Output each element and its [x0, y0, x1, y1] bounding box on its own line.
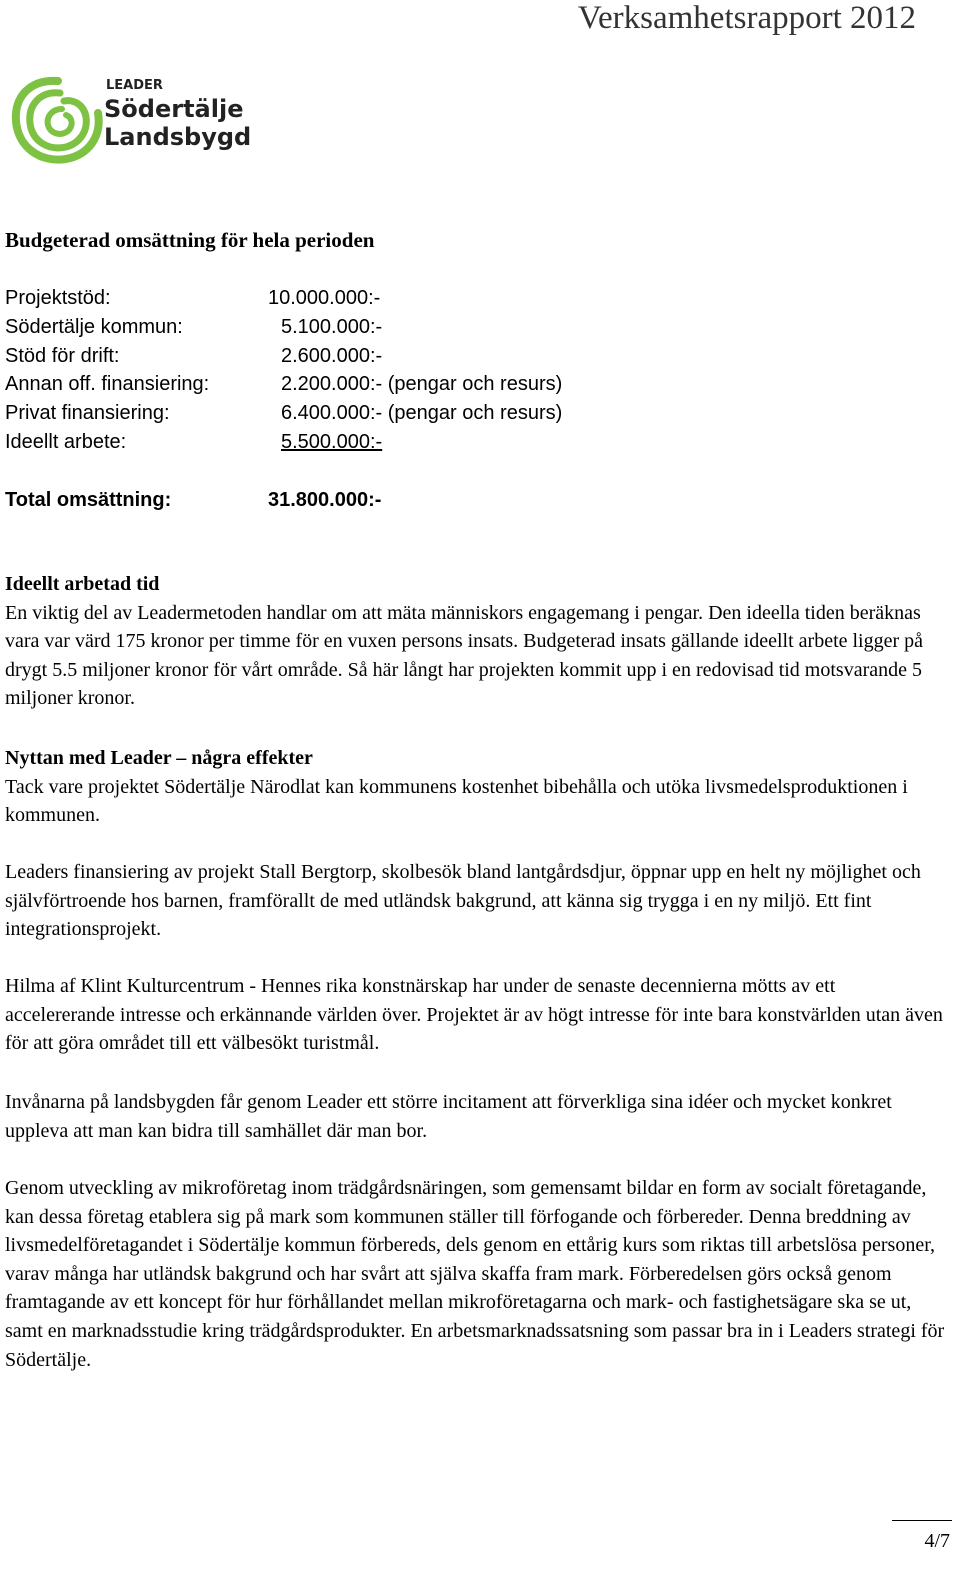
section-nyttan	[5, 744, 950, 830]
paragraph: Hilma af Klint Kulturcentrum - Hennes rika konstnärskap har under de senaste decennierna mötts av ett accelererande intresse och erkännande världen över. Projektet är av högt intresse för inte bara konstvärlden utan även för att göra området till ett välbesökt turistmål.	[5, 975, 943, 1055]
paragraph: Invånarna på landsbygden får genom Leader ett större incitament att förverkliga sina idéer och mycket konkret uppleva att man kan bidra till samhället där man bor.	[5, 1091, 892, 1142]
budget-value: 6.400.000:- (pengar och resurs)	[281, 402, 563, 424]
section-heading: Ideellt arbetad tid	[5, 573, 160, 595]
logo-landsbygd-label: Landsbygd	[104, 123, 252, 151]
budget-value: 5.100.000:-	[281, 316, 383, 338]
budget-label: Annan off. finansiering:	[5, 373, 210, 395]
footer-rule	[892, 1520, 952, 1521]
budget-label: Ideellt arbete:	[5, 431, 127, 453]
budget-value: 2.200.000:- (pengar och resurs)	[281, 373, 563, 395]
budget-value: 10.000.000:-	[268, 287, 381, 309]
logo-sodertalje-label: Södertälje	[104, 95, 244, 123]
paragraph: Genom utveckling av mikroföretag inom trädgårdsnäringen, som gemensamt bildar en form av socialt företagande, kan dessa företag etablera sig på mark som kommunen ställer till förfogande och förbereder. Denna breddning av livsmedelföretagandet i Södertälje kommun förbereds, dels genom en ettårig kurs som riktas till arbetslösa personer, varav många har utländsk bakgrund och har svårt att själva skaffa fram mark. Förberedelsen görs också genom framtagande av ett koncept för hur förhållandet mellan mikroföretagarna och mark- och fastighetsägare ska se ut, samt en marknadsstudie kring trädgårdsprodukter. En arbetsmarknadssatsning som passar bra in i Leaders strategi för Södertälje.	[5, 1177, 945, 1371]
section-text: Tack vare projektet Södertälje Närodlat kan kommunens kostenhet bibehålla och utöka livsmedelsproduktionen i kommunen.	[5, 775, 908, 827]
budget-total-label: Total omsättning:	[5, 489, 172, 511]
budget-value: 2.600.000:-	[281, 345, 383, 367]
page-header-title: Verksamhetsrapport 2012	[577, 0, 916, 36]
section-ideellt	[5, 570, 950, 713]
page-number: 4/7	[924, 1530, 950, 1552]
logo-leader-label: LEADER	[106, 78, 163, 93]
budget-label: Södertälje kommun:	[5, 316, 183, 338]
section-text: En viktig del av Leadermetoden handlar om att mäta människors engagemang i pengar. Den ideella tiden beräknas vara var värd 175 kronor per timme för en vuxen persons insats. Budgeterad insats gällande ideellt arbete ligger på drygt 5.5 miljoner kronor för vårt område. Så här långt har projekten kommit upp i en redovisad tid motsvarande 5 miljoner kronor.	[5, 601, 924, 710]
budget-value: 5.500.000:-	[281, 431, 383, 453]
budget-total-value: 31.800.000:-	[268, 489, 382, 511]
budget-label: Privat finansiering:	[5, 402, 170, 424]
budget-label: Stöd för drift:	[5, 345, 120, 367]
budget-label: Projektstöd:	[5, 287, 111, 309]
paragraph: Leaders finansiering av projekt Stall Bergtorp, skolbesök bland lantgårdsdjur, öppnar upp en helt ny möjlighet och självförtroende hos barnen, framförallt de med utländsk bakgrund, att känna sig trygga i en ny miljö. Ett fint integrationsprojekt.	[5, 861, 921, 941]
section-heading: Nyttan med Leader – några effekter	[5, 747, 313, 769]
budget-heading: Budgeterad omsättning för hela perioden	[5, 228, 375, 252]
